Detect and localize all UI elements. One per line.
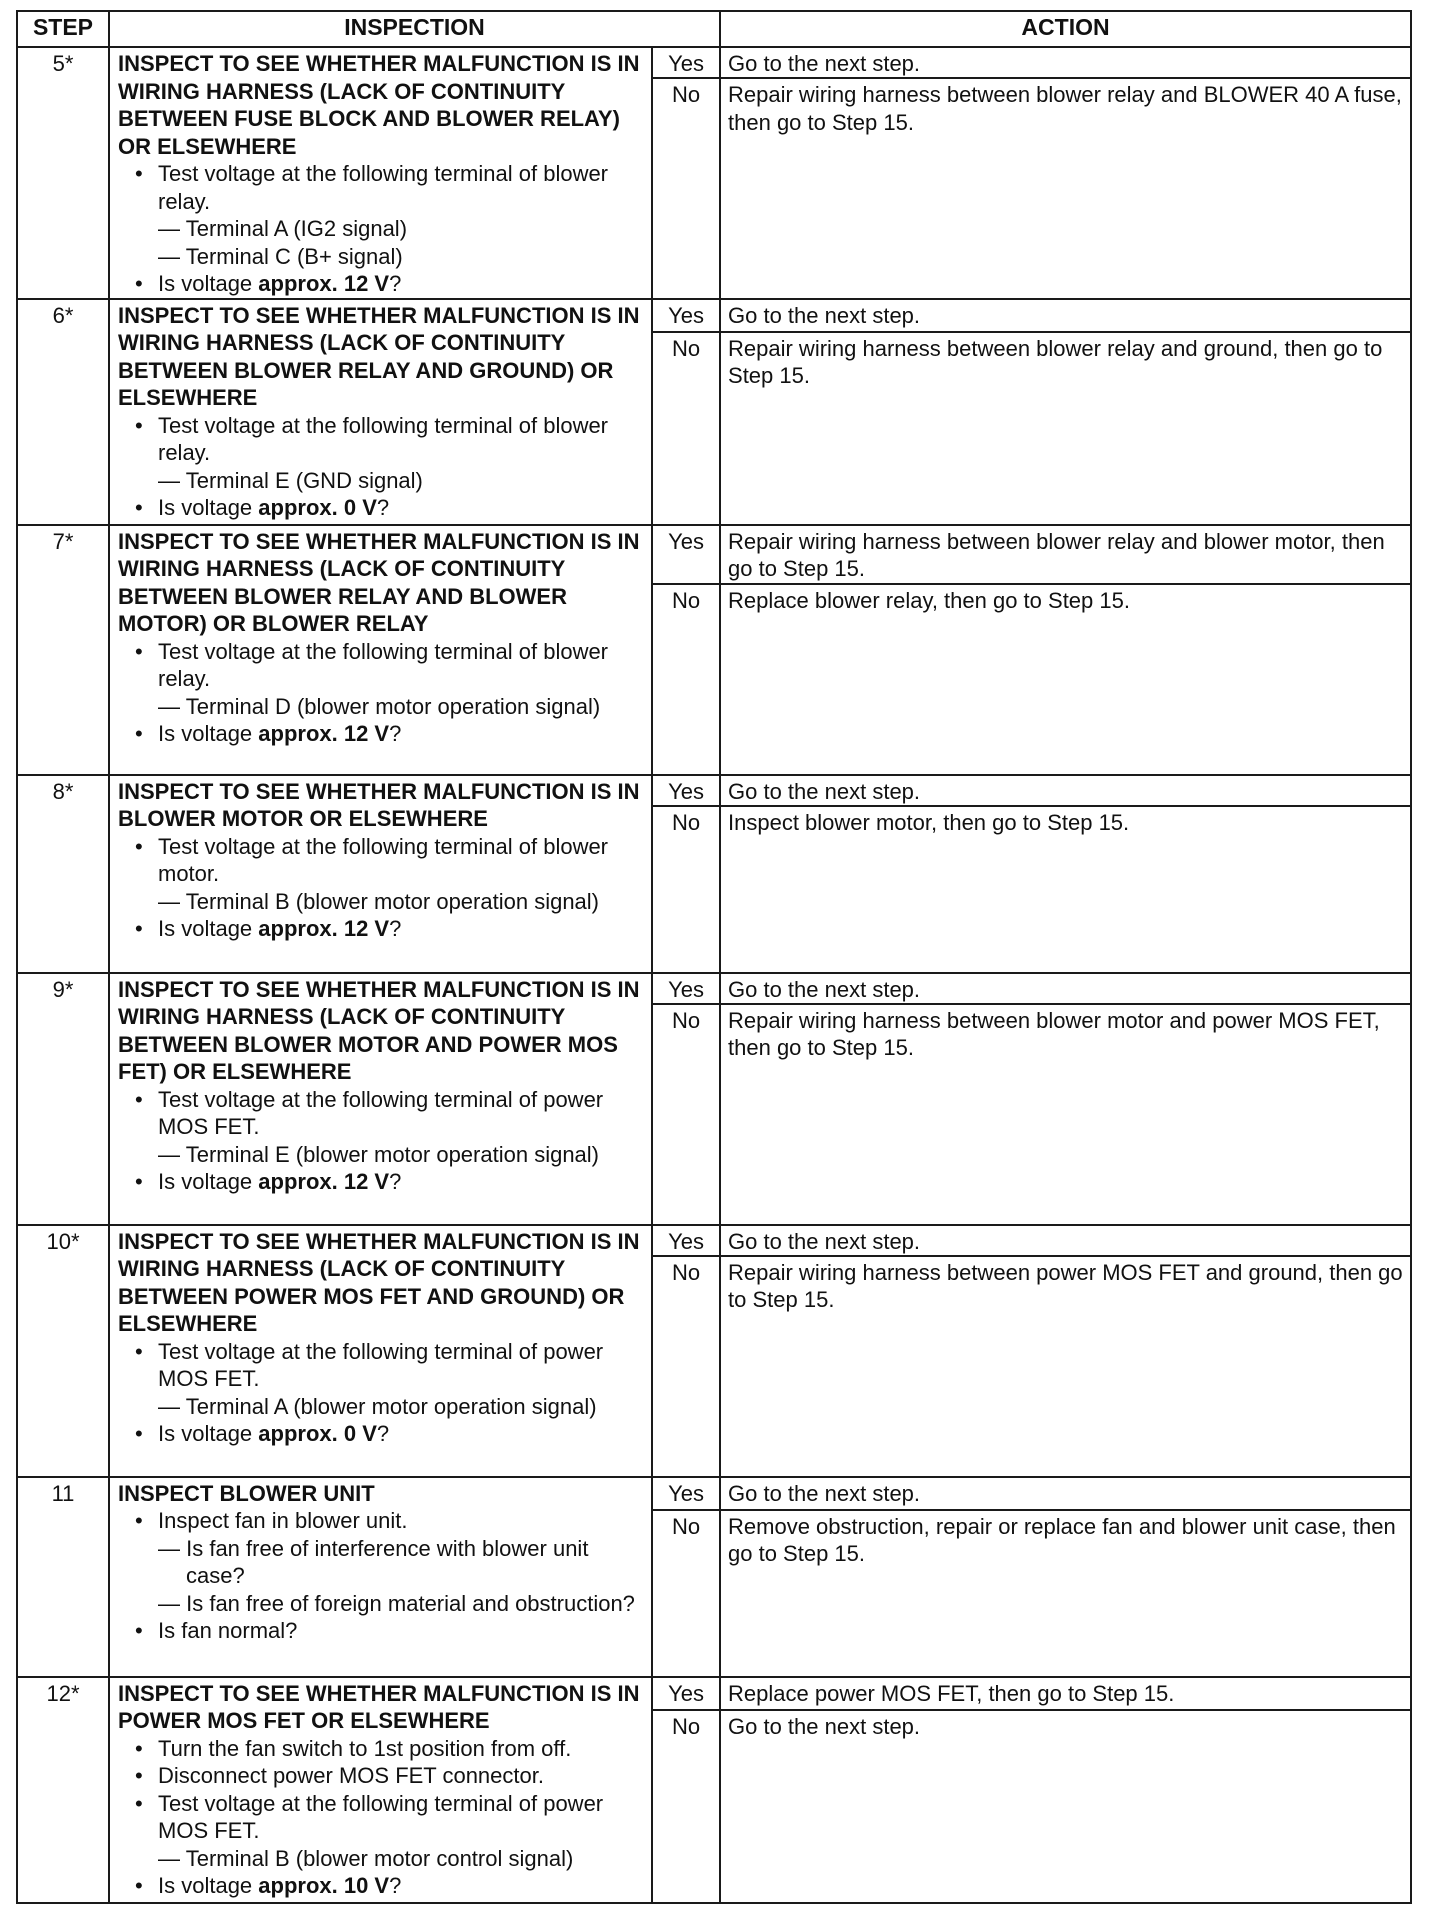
sub-item: — Terminal A (blower motor operation signal) bbox=[158, 1393, 597, 1419]
action-cell bbox=[720, 1477, 1411, 1677]
inspection-bullet bbox=[158, 1735, 645, 1763]
inspection-bullet bbox=[158, 1420, 645, 1448]
inspection-bullet bbox=[158, 494, 645, 522]
step-number bbox=[17, 1225, 109, 1477]
table-row-step-0 bbox=[17, 47, 1411, 299]
table-body bbox=[17, 47, 1411, 1903]
no-action: Replace blower relay, then go to Step 15. bbox=[728, 587, 1130, 613]
bullet-text: Is voltage bbox=[158, 1873, 259, 1898]
voltage-criterion: approx. 10 V bbox=[258, 1873, 390, 1898]
no-label: No bbox=[671, 809, 701, 835]
inspection-heading: INSPECT TO SEE WHETHER MALFUNCTION IS IN WIRING HARNESS (LACK OF CONTINUITY BETWEEN FUSE BLOCK AND BLOWER RELAY) OR ELSEWHERE bbox=[118, 51, 640, 159]
inspection-bullet bbox=[158, 833, 645, 916]
no-action: Repair wiring harness between blower relay and BLOWER 40 A fuse, then go to Step 15. bbox=[728, 82, 1402, 135]
inspection-bullet-list bbox=[118, 833, 645, 943]
result-cell bbox=[652, 525, 720, 775]
bullet-text: Disconnect power MOS FET connector. bbox=[158, 1763, 544, 1788]
troubleshooting-table bbox=[16, 10, 1412, 1904]
table-row-step-3 bbox=[17, 775, 1411, 973]
table-row-step-7 bbox=[17, 1677, 1411, 1903]
inspection-bullet bbox=[158, 270, 645, 298]
sub-item: — Is fan free of foreign material and obstruction? bbox=[158, 1590, 635, 1616]
step-label: 11 bbox=[51, 1480, 75, 1506]
inspection-cell bbox=[109, 1677, 652, 1903]
step-number bbox=[17, 1477, 109, 1677]
yes-label: Yes bbox=[653, 776, 719, 807]
inspection-bullet bbox=[158, 638, 645, 721]
inspection-heading: INSPECT TO SEE WHETHER MALFUNCTION IS IN WIRING HARNESS (LACK OF CONTINUITY BETWEEN POWER MOS FET AND GROUND) OR ELSEWHERE bbox=[118, 1228, 640, 1336]
no-action: Repair wiring harness between power MOS FET and ground, then go to Step 15. bbox=[728, 1259, 1403, 1312]
no-label: No bbox=[671, 1007, 701, 1033]
bullet-text: Is voltage bbox=[158, 721, 259, 746]
sub-item: — Terminal A (IG2 signal) bbox=[158, 216, 408, 241]
sub-item: — Terminal C (B+ signal) bbox=[158, 243, 403, 269]
bullet-text: Inspect fan in blower unit. bbox=[158, 1508, 408, 1533]
no-label: No bbox=[671, 587, 701, 613]
bullet-tail: ? bbox=[389, 916, 402, 941]
inspection-bullet bbox=[158, 720, 645, 748]
yes-action: Go to the next step. bbox=[721, 974, 1410, 1005]
voltage-criterion: approx. 12 V bbox=[258, 916, 390, 941]
step-label: 8* bbox=[52, 778, 74, 804]
inspection-bullet bbox=[158, 1872, 645, 1900]
inspection-bullet bbox=[158, 1790, 645, 1873]
yes-label: Yes bbox=[653, 1678, 719, 1711]
bullet-text: Is voltage bbox=[158, 1169, 259, 1194]
bullet-text: Is voltage bbox=[158, 271, 259, 296]
inspection-heading: INSPECT BLOWER UNIT bbox=[118, 1480, 375, 1506]
sub-item: — Terminal B (blower motor control signal) bbox=[158, 1845, 574, 1871]
bullet-tail: ? bbox=[389, 271, 402, 296]
inspection-cell bbox=[109, 47, 652, 299]
yes-action: Replace power MOS FET, then go to Step 15. bbox=[721, 1678, 1410, 1711]
action-cell bbox=[720, 1225, 1411, 1477]
inspection-bullet-list bbox=[118, 1338, 645, 1448]
inspection-bullet-list bbox=[118, 412, 645, 522]
table-row-step-4 bbox=[17, 973, 1411, 1225]
action-cell bbox=[720, 1677, 1411, 1903]
yes-label: Yes bbox=[653, 1226, 719, 1257]
bullet-text: Test voltage at the following terminal of blower relay. bbox=[158, 161, 609, 214]
inspection-heading: INSPECT TO SEE WHETHER MALFUNCTION IS IN POWER MOS FET OR ELSEWHERE bbox=[118, 1680, 640, 1733]
table-row-step-5 bbox=[17, 1225, 1411, 1477]
action-cell bbox=[720, 973, 1411, 1225]
inspection-heading: INSPECT TO SEE WHETHER MALFUNCTION IS IN WIRING HARNESS (LACK OF CONTINUITY BETWEEN BLOWER MOTOR AND POWER MOS FET) OR ELSEWHERE bbox=[118, 976, 640, 1084]
inspection-cell bbox=[109, 1477, 652, 1677]
yes-label: Yes bbox=[653, 1478, 719, 1511]
inspection-bullet bbox=[158, 1507, 645, 1617]
result-cell bbox=[652, 47, 720, 299]
no-action: Repair wiring harness between blower motor and power MOS FET, then go to Step 15. bbox=[728, 1007, 1380, 1060]
step-number bbox=[17, 973, 109, 1225]
bullet-text: Test voltage at the following terminal of power MOS FET. bbox=[158, 1790, 604, 1843]
bullet-tail: ? bbox=[389, 1873, 402, 1898]
bullet-text: Test voltage at the following terminal of blower relay. bbox=[158, 412, 609, 465]
bullet-text: Test voltage at the following terminal of power MOS FET. bbox=[158, 1086, 604, 1139]
inspection-cell bbox=[109, 1225, 652, 1477]
inspection-bullet-list bbox=[118, 638, 645, 748]
no-action: Repair wiring harness between blower relay and ground, then go to Step 15. bbox=[728, 335, 1383, 388]
inspection-cell bbox=[109, 525, 652, 775]
yes-action: Go to the next step. bbox=[721, 48, 1410, 79]
result-cell bbox=[652, 775, 720, 973]
bullet-tail: ? bbox=[389, 1169, 402, 1194]
bullet-text: Test voltage at the following terminal of power MOS FET. bbox=[158, 1338, 604, 1391]
no-action: Go to the next step. bbox=[728, 1713, 921, 1739]
step-label: 6* bbox=[52, 302, 74, 328]
voltage-criterion: approx. 12 V bbox=[258, 721, 390, 746]
yes-action: Go to the next step. bbox=[721, 1226, 1410, 1257]
bullet-tail: ? bbox=[376, 495, 390, 520]
action-cell bbox=[720, 525, 1411, 775]
inspection-bullet bbox=[158, 1086, 645, 1169]
step-column-header: STEP bbox=[17, 11, 109, 47]
bullet-tail: ? bbox=[376, 1421, 390, 1446]
action-cell bbox=[720, 299, 1411, 525]
step-label: 12* bbox=[46, 1680, 80, 1706]
step-label: 10* bbox=[46, 1228, 80, 1254]
result-cell bbox=[652, 1477, 720, 1677]
inspection-heading: INSPECT TO SEE WHETHER MALFUNCTION IS IN WIRING HARNESS (LACK OF CONTINUITY BETWEEN BLOWER RELAY AND GROUND) OR ELSEWHERE bbox=[118, 302, 640, 410]
no-label: No bbox=[671, 82, 701, 107]
bullet-text: Test voltage at the following terminal of blower motor. bbox=[158, 833, 609, 886]
yes-label: Yes bbox=[653, 48, 719, 79]
no-label: No bbox=[671, 1713, 701, 1739]
step-label: 7* bbox=[52, 528, 74, 554]
inspection-bullet bbox=[158, 915, 645, 943]
voltage-criterion: approx. 0 V bbox=[258, 495, 377, 520]
no-label: No bbox=[671, 1259, 701, 1285]
inspection-column-header: INSPECTION bbox=[109, 11, 720, 47]
inspection-cell bbox=[109, 775, 652, 973]
inspection-bullet-list bbox=[118, 1735, 645, 1900]
yes-action: Go to the next step. bbox=[721, 1478, 1410, 1511]
inspection-bullet bbox=[158, 1168, 645, 1196]
sub-item: — Terminal B (blower motor operation signal) bbox=[158, 888, 599, 914]
result-cell bbox=[652, 1677, 720, 1903]
inspection-bullet-list bbox=[118, 1507, 645, 1645]
sub-item: — Terminal E (blower motor operation signal) bbox=[158, 1141, 599, 1167]
bullet-text: Turn the fan switch to 1st position from off. bbox=[158, 1735, 572, 1761]
action-column-header: ACTION bbox=[720, 11, 1411, 47]
table-row-step-2 bbox=[17, 525, 1411, 775]
inspection-cell bbox=[109, 973, 652, 1225]
result-cell bbox=[652, 973, 720, 1225]
step-number bbox=[17, 525, 109, 775]
step-number bbox=[17, 299, 109, 525]
yes-label: Yes bbox=[653, 300, 719, 333]
sub-item: — Terminal D (blower motor operation signal) bbox=[158, 693, 601, 719]
step-number bbox=[17, 1677, 109, 1903]
table-header-row bbox=[17, 11, 1411, 47]
bullet-text: Is voltage bbox=[158, 916, 259, 941]
result-cell bbox=[652, 299, 720, 525]
yes-action: Go to the next step. bbox=[721, 776, 1410, 807]
step-number bbox=[17, 47, 109, 299]
inspection-bullet bbox=[158, 412, 645, 495]
inspection-cell bbox=[109, 299, 652, 525]
inspection-heading: INSPECT TO SEE WHETHER MALFUNCTION IS IN WIRING HARNESS (LACK OF CONTINUITY BETWEEN BLOWER RELAY AND BLOWER MOTOR) OR BLOWER RELAY bbox=[118, 528, 640, 636]
yes-label: Yes bbox=[653, 974, 719, 1005]
bullet-text: Test voltage at the following terminal of blower relay. bbox=[158, 638, 609, 691]
action-cell bbox=[720, 775, 1411, 973]
step-number bbox=[17, 775, 109, 973]
no-label: No bbox=[671, 1513, 701, 1539]
inspection-bullet-list bbox=[118, 160, 645, 298]
inspection-bullet bbox=[158, 1338, 645, 1421]
bullet-text: Is fan normal? bbox=[158, 1618, 298, 1643]
inspection-heading: INSPECT TO SEE WHETHER MALFUNCTION IS IN BLOWER MOTOR OR ELSEWHERE bbox=[118, 778, 640, 831]
step-label: 9* bbox=[52, 976, 74, 1002]
voltage-criterion: approx. 12 V bbox=[258, 271, 390, 296]
table-row-step-6 bbox=[17, 1477, 1411, 1677]
no-label: No bbox=[671, 335, 701, 361]
voltage-criterion: approx. 0 V bbox=[258, 1421, 377, 1446]
inspection-bullet-list bbox=[118, 1086, 645, 1196]
bullet-text: Is voltage bbox=[158, 495, 259, 520]
table-row-step-1 bbox=[17, 299, 1411, 525]
sub-item: — Terminal E (GND signal) bbox=[158, 467, 423, 493]
voltage-criterion: approx. 12 V bbox=[258, 1169, 390, 1194]
yes-action: Repair wiring harness between blower relay and blower motor, then go to Step 15. bbox=[721, 526, 1410, 585]
no-action: Inspect blower motor, then go to Step 15. bbox=[728, 809, 1130, 835]
step-label: 5* bbox=[52, 51, 74, 76]
result-cell bbox=[652, 1225, 720, 1477]
yes-action: Go to the next step. bbox=[721, 300, 1410, 333]
inspection-bullet bbox=[158, 1762, 645, 1790]
diagnostic-procedure-page bbox=[16, 10, 1410, 1904]
sub-item: — Is fan free of interference with blower unit case? bbox=[158, 1535, 589, 1588]
yes-label: Yes bbox=[653, 526, 719, 585]
bullet-text: Is voltage bbox=[158, 1421, 259, 1446]
inspection-bullet bbox=[158, 1617, 645, 1645]
inspection-bullet bbox=[158, 160, 645, 270]
no-action: Remove obstruction, repair or replace fan and blower unit case, then go to Step 15. bbox=[728, 1513, 1396, 1566]
bullet-tail: ? bbox=[389, 721, 402, 746]
action-cell bbox=[720, 47, 1411, 299]
